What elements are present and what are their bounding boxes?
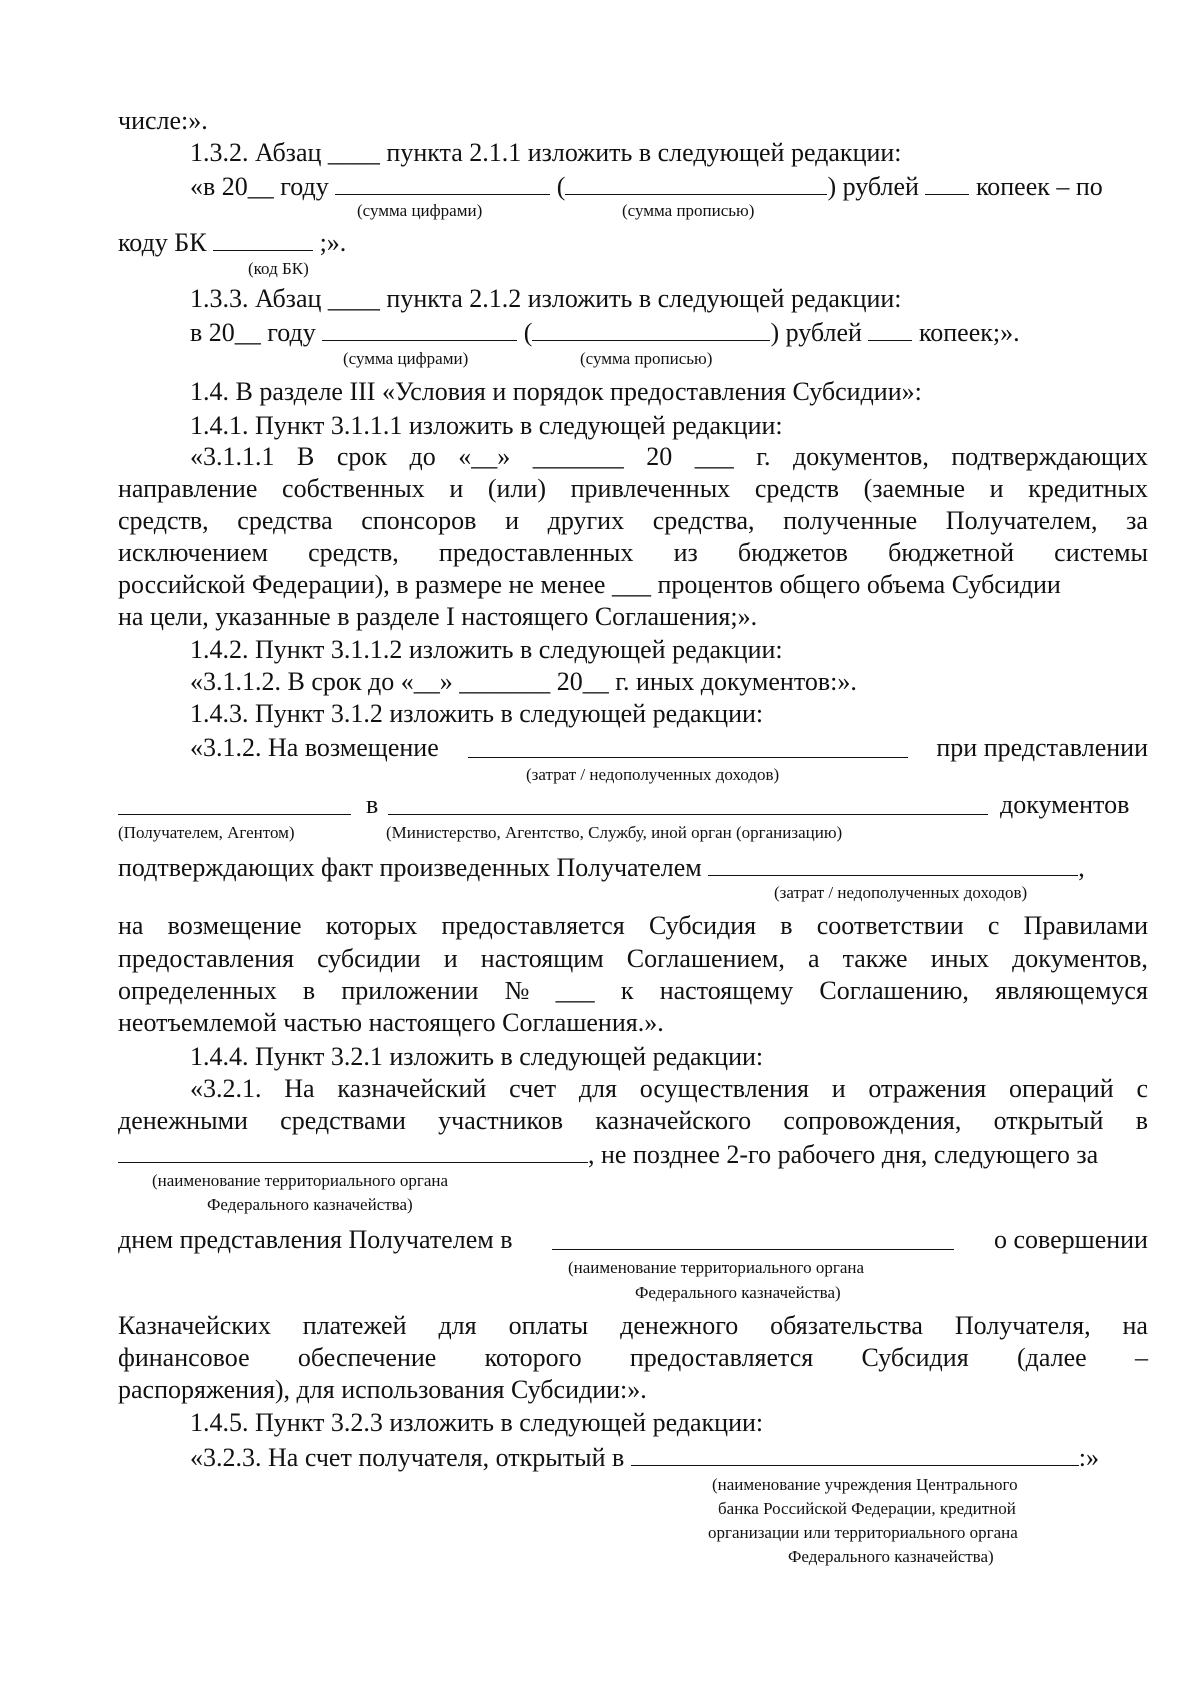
word: в: [302, 976, 316, 1005]
word: системы: [1054, 538, 1148, 567]
blank-field: [468, 735, 908, 758]
word: отражения: [868, 1074, 987, 1103]
word: «3.2.1.: [190, 1074, 262, 1103]
text-line: [190, 172, 1103, 200]
word: в: [1135, 1106, 1148, 1135]
blank-field: [565, 172, 827, 195]
blank-field: [925, 172, 969, 195]
word: казначейского: [595, 1106, 752, 1135]
word: Получателя,: [954, 1311, 1091, 1340]
word: денежными: [118, 1106, 248, 1135]
word: средства,: [652, 506, 755, 535]
word: ___: [555, 976, 595, 1005]
word: бюджетов: [737, 538, 848, 567]
word: ___: [694, 442, 734, 471]
field-caption: Федерального казначейства): [788, 1547, 994, 1566]
word: средства: [237, 506, 333, 535]
justified-line: [118, 978, 1148, 1004]
justified-line: [118, 476, 1148, 502]
justified-line: [190, 444, 1148, 470]
word: средств,: [308, 538, 399, 567]
word: настоящим: [480, 944, 604, 973]
paragraph-heading: 1.4.4. Пункт 3.2.1 изложить в следующей редакции:: [190, 1042, 764, 1071]
text-fragment: ) рублей: [770, 318, 862, 347]
blank-field: [708, 853, 1078, 876]
word: до: [409, 442, 436, 471]
word: (заемные: [863, 474, 966, 503]
word: также: [842, 944, 908, 973]
paragraph-heading: 1.3.3. Абзац ____ пункта 2.1.2 изложить в следующей редакции:: [190, 284, 902, 313]
field-caption: (наименование учреждения Центрального: [712, 1475, 1018, 1494]
blank-field: [118, 792, 351, 815]
text-line: [118, 792, 351, 820]
field-caption: (сумма прописью): [580, 349, 713, 368]
text-line: [118, 853, 1085, 881]
word: для: [578, 1074, 617, 1103]
word: кредитных: [1028, 474, 1148, 503]
text-line: российской Федерации), в размере не менее ___ процентов общего объема Субсидии: [118, 570, 1061, 599]
word: операций: [1008, 1074, 1114, 1103]
word: сопровождения,: [783, 1106, 962, 1135]
word: полученные: [783, 506, 918, 535]
word: срок: [336, 442, 388, 471]
word: Казначейских: [118, 1311, 271, 1340]
text-line: [118, 1140, 1098, 1168]
word: соответствии: [816, 911, 964, 940]
text-fragment: «3.2.3. На счет получателя, открытый в: [190, 1443, 625, 1472]
word: других: [547, 506, 625, 535]
text-fragment: о совершении: [993, 1225, 1148, 1254]
word: Соглашением,: [626, 944, 785, 973]
field-caption: (затрат / недополученных доходов): [526, 765, 780, 784]
text-fragment: «3.1.2. На возмещение: [190, 733, 439, 762]
word: 20: [646, 442, 673, 471]
field-caption: Федерального казначейства): [207, 1195, 413, 1214]
blank-field: [388, 792, 988, 815]
text-fragment: копеек;».: [918, 318, 1020, 347]
word: на: [1122, 1311, 1148, 1340]
text-fragment: (: [523, 318, 533, 347]
word: денежного: [620, 1311, 739, 1340]
text-line: [388, 792, 988, 820]
word: платежей: [302, 1311, 407, 1340]
text-fragment: в 20__ году: [190, 318, 316, 347]
word: обеспечение: [297, 1343, 437, 1372]
field-caption: (наименование территориального органа: [568, 1258, 865, 1277]
word: документов,: [1012, 944, 1148, 973]
blank-field: [213, 228, 313, 251]
word: Получателем,: [945, 506, 1098, 535]
word: определенных: [118, 976, 277, 1005]
word: которого: [484, 1343, 582, 1372]
field-caption: (сумма цифрами): [357, 201, 483, 220]
word: средствами: [280, 1106, 406, 1135]
text-fragment: , не позднее 2-го рабочего дня, следующего за: [588, 1140, 1099, 1169]
word: привлеченных: [570, 474, 731, 503]
word: (далее: [1016, 1343, 1087, 1372]
word: субсидии: [317, 944, 421, 973]
paragraph-heading: 1.4.5. Пункт 3.2.3 изложить в следующей редакции:: [190, 1408, 764, 1437]
word: направление: [118, 474, 258, 503]
word: и: [449, 474, 464, 503]
word: а: [807, 944, 820, 973]
field-caption: (затрат / недополученных доходов): [774, 883, 1028, 902]
text-line: [190, 318, 1020, 346]
text-line: неотъемлемой частью настоящего Соглашения.».: [118, 1008, 664, 1037]
text-line: [190, 735, 1148, 761]
word: которых: [325, 911, 418, 940]
justified-line: [118, 1108, 1148, 1134]
word: №: [504, 976, 530, 1005]
field-caption: организации или территориального органа: [708, 1523, 1018, 1542]
text-fragment: в: [366, 790, 379, 819]
word: оплаты: [508, 1311, 589, 1340]
text-fragment: коду БК: [118, 228, 207, 257]
word: являющемуся: [995, 976, 1148, 1005]
word: –: [1134, 1343, 1148, 1372]
field-caption: банка Российской Федерации, кредитной: [718, 1499, 1016, 1518]
word: спонсоров: [361, 506, 477, 535]
word: на: [118, 911, 144, 940]
text-fragment: (: [556, 172, 566, 201]
word: (или): [487, 474, 546, 503]
justified-line: [118, 1345, 1148, 1371]
word: открытый: [993, 1106, 1104, 1135]
text-line: [118, 228, 346, 256]
word: и: [505, 506, 519, 535]
word: предоставляется: [441, 911, 625, 940]
word: возмещение: [167, 911, 302, 940]
text-fragment: ) рублей: [827, 172, 919, 201]
word: документов,: [792, 442, 929, 471]
word: приложении: [341, 976, 479, 1005]
word: за: [1126, 506, 1148, 535]
text-line: распоряжения), для использования Субсидии:».: [118, 1375, 647, 1404]
paragraph-heading: 1.4.1. Пункт 3.1.1.1 изложить в следующей редакции:: [190, 411, 783, 440]
word: финансовое: [118, 1343, 250, 1372]
word: с: [987, 911, 1000, 940]
word: и: [989, 474, 1004, 503]
field-caption: (сумма цифрами): [343, 349, 469, 368]
text-fragment: при представлении: [936, 733, 1148, 762]
field-caption: (Министерство, Агентство, Службу, иной орган (организацию): [386, 823, 843, 842]
field-caption: (наименование территориального органа: [152, 1171, 449, 1190]
section-heading: 1.4. В разделе III «Условия и порядок предоставления Субсидии»:: [190, 377, 922, 406]
word: В: [297, 442, 315, 471]
justified-line: [118, 1313, 1148, 1339]
word: осуществления: [639, 1074, 809, 1103]
text-fragment: документов: [1000, 790, 1130, 819]
text-line: на цели, указанные в разделе I настоящего Соглашения;».: [118, 602, 758, 631]
word: подтверждающих: [951, 442, 1148, 471]
text-fragment: :»: [1078, 1443, 1100, 1472]
word: участников: [438, 1106, 564, 1135]
word: в: [780, 911, 793, 940]
word: средств: [754, 474, 839, 503]
word: Правилами: [1023, 911, 1148, 940]
word: к: [620, 976, 634, 1005]
blank-field: [552, 1227, 954, 1250]
word: собственных: [282, 474, 425, 503]
text-line: числе:».: [118, 106, 208, 135]
text-line: [190, 1443, 1099, 1471]
text-fragment: ,: [1078, 853, 1085, 882]
word: и: [443, 944, 458, 973]
word: счет: [509, 1074, 557, 1103]
text-fragment: днем представления Получателем в: [118, 1225, 513, 1254]
justified-line: [190, 1076, 1148, 1102]
text-fragment: копеек – по: [975, 172, 1103, 201]
field-caption: (сумма прописью): [622, 201, 755, 220]
word: Соглашению,: [819, 976, 969, 1005]
word: предоставления: [118, 944, 294, 973]
justified-line: [118, 946, 1148, 972]
blank-field: [868, 318, 912, 341]
paragraph-heading: 1.4.2. Пункт 3.1.1.2 изложить в следующей редакции:: [190, 635, 783, 664]
text-fragment: ;».: [319, 228, 347, 257]
word: Субсидия: [861, 1343, 969, 1372]
word: «__»: [458, 442, 511, 471]
word: иных: [930, 944, 989, 973]
word: Субсидия: [648, 911, 757, 940]
field-caption: (Получателем, Агентом): [118, 823, 295, 842]
blank-field: [532, 318, 770, 341]
blank-field: [631, 1443, 1079, 1466]
word: и: [831, 1074, 846, 1103]
paragraph-heading: 1.4.3. Пункт 3.1.2 изложить в следующей редакции:: [190, 699, 764, 728]
word: бюджетной: [888, 538, 1015, 567]
word: _______: [532, 442, 624, 471]
word: казначейский: [337, 1074, 487, 1103]
blank-field: [118, 1140, 588, 1163]
field-caption: (код БК): [248, 259, 309, 278]
word: г.: [756, 442, 771, 471]
word: предоставленных: [438, 538, 634, 567]
word: с: [1136, 1074, 1148, 1103]
text-fragment: подтверждающих факт произведенных Получателем: [118, 853, 702, 882]
justified-line: [118, 913, 1148, 939]
justified-line: [118, 540, 1148, 566]
justified-line: [118, 508, 1148, 534]
word: для: [438, 1311, 477, 1340]
text-line: «3.1.1.2. В срок до «__» _______ 20__ г. иных документов:».: [190, 667, 857, 696]
paragraph-heading: 1.3.2. Абзац ____ пункта 2.1.1 изложить в следующей редакции:: [190, 138, 902, 167]
word: настоящему: [659, 976, 794, 1005]
word: На: [284, 1074, 315, 1103]
word: исключением: [118, 538, 268, 567]
text-line: [118, 1227, 1148, 1253]
word: из: [673, 538, 698, 567]
word: обязательства: [770, 1311, 923, 1340]
blank-field: [335, 172, 550, 195]
text-fragment: «в 20__ году: [190, 172, 329, 201]
word: предоставляется: [629, 1343, 814, 1372]
word: «3.1.1.1: [190, 442, 275, 471]
blank-field: [322, 318, 517, 341]
word: средств,: [118, 506, 209, 535]
field-caption: Федерального казначейства): [635, 1283, 841, 1302]
